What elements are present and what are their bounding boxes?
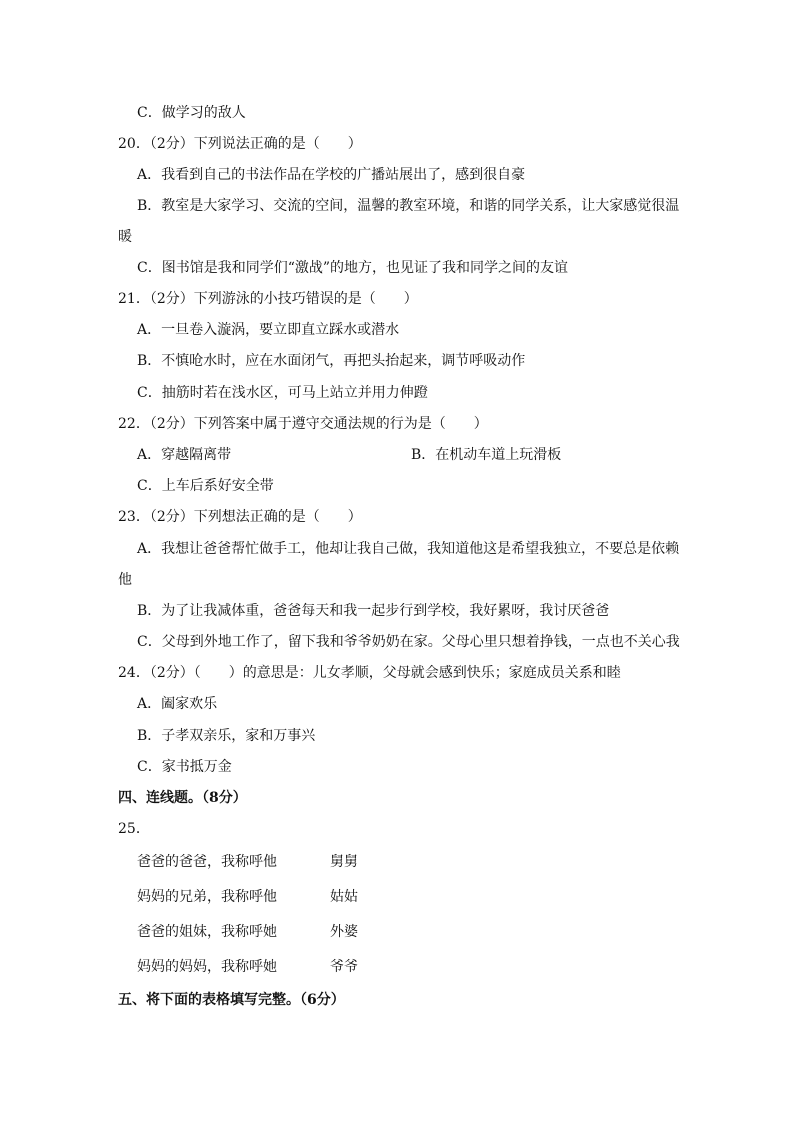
option-22c: C．上车后系好安全带 [137, 478, 274, 494]
question-24: 24．（2分）（ ）的意思是：儿女孝顺，父母就会感到快乐；家庭成员关系和睦 [118, 665, 621, 681]
question-20: 20．（2分）下列说法正确的是（ ） [118, 136, 362, 152]
question-23: 23．（2分）下列想法正确的是（ ） [118, 509, 362, 525]
matching-left-item: 妈妈的兄弟，我称呼他 [137, 889, 277, 905]
option-21a: A．一旦卷入漩涡，要立即直立踩水或潜水 [137, 322, 400, 338]
option-20c: C．图书馆是我和同学们“激战”的地方，也见证了我和同学之间的友谊 [137, 260, 569, 276]
matching-right-item: 爷爷 [330, 959, 358, 975]
option-21b: B．不慎呛水时，应在水面闭气，再把头抬起来，调节呼吸动作 [137, 353, 526, 369]
option-22b: B．在机动车道上玩滑板 [411, 447, 562, 463]
option-20b-cont: 暖 [118, 229, 132, 245]
option-20a: A．我看到自己的书法作品在学校的广播站展出了，感到很自豪 [137, 167, 526, 183]
matching-left-item: 爸爸的姐妹，我称呼她 [137, 924, 277, 940]
matching-right-item: 姑姑 [330, 889, 358, 905]
option-24a: A．阖家欢乐 [137, 696, 218, 712]
option-23b: B．为了让我减体重，爸爸每天和我一起步行到学校，我好累呀，我讨厌爸爸 [137, 603, 610, 619]
option-24b: B．子孝双亲乐，家和万事兴 [137, 728, 316, 744]
option-23a: A．我想让爸爸帮忙做手工，他却让我自己做，我知道他这是希望我独立，不要总是依赖 [137, 541, 680, 557]
matching-right-item: 舅舅 [330, 854, 358, 870]
section-4-heading: 四、连线题。（8分） [118, 790, 247, 806]
option-20b: B．教室是大家学习、交流的空间，温馨的教室环境，和谐的同学关系，让大家感觉很温 [137, 198, 680, 214]
matching-left-item: 爸爸的爸爸，我称呼他 [137, 854, 277, 870]
question-22: 22．（2分）下列答案中属于遵守交通法规的行为是（ ） [118, 416, 488, 432]
section-5-heading: 五、将下面的表格填写完整。（6分） [118, 992, 345, 1008]
option-23a-cont: 他 [118, 572, 132, 588]
question-25: 25． [118, 821, 150, 837]
matching-right-item: 外婆 [330, 924, 358, 940]
option-21c: C．抽筋时若在浅水区，可马上站立并用力伸蹬 [137, 385, 428, 401]
option-23c: C．父母到外地工作了，留下我和爷爷奶奶在家。父母心里只想着挣钱，一点也不关心我 [137, 634, 680, 650]
matching-left-item: 妈妈的妈妈，我称呼她 [137, 959, 277, 975]
option-22a: A．穿越隔离带 [137, 447, 232, 463]
option-24c: C．家书抵万金 [137, 759, 232, 775]
option-19c: C．做学习的敌人 [137, 105, 246, 121]
question-21: 21．（2分）下列游泳的小技巧错误的是（ ） [118, 291, 418, 307]
